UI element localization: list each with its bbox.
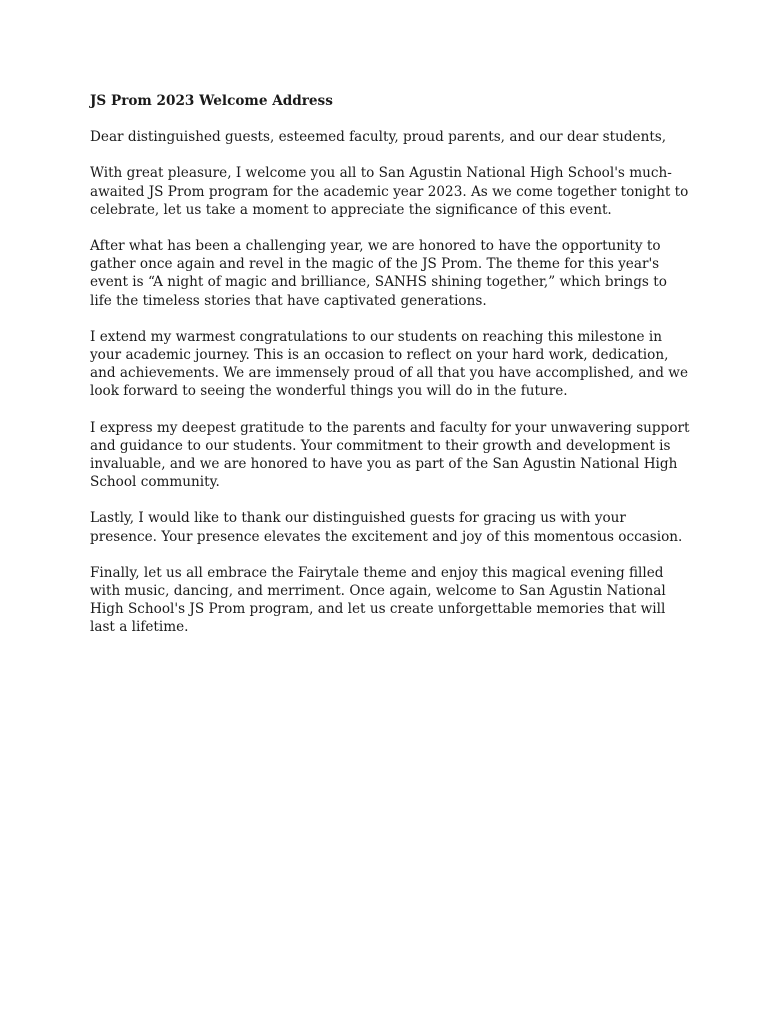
paragraph-thanks-guests: Lastly, I would like to thank our distinguished guests for gracing us with your presence. Your presence elevates the excitement and joy of this momentous occasion. (90, 510, 683, 545)
document-body (90, 92, 690, 655)
paragraph-closing: Finally, let us all embrace the Fairytale theme and enjoy this magical evening filled with music, dancing, and merriment. Once again, welcome to San Agustin National High School's JS Prom program, and let us create unforgettable memories that will last a lifetime. (90, 564, 666, 636)
paragraph-theme: After what has been a challenging year, we are honored to have the opportunity to gather once again and revel in the magic of the JS Prom. The theme for this year's event is “A night of magic and brilliance, SANHS shining together,” which brings to life the timeless stories that have captivated generations. (90, 238, 667, 309)
paragraph-salutation: Dear distinguished guests, esteemed faculty, proud parents, and our dear students, (90, 129, 667, 146)
paragraph-welcome: With great pleasure, I welcome you all to San Agustin National High School's much-awaited JS Prom program for the academic year 2023. As we come together tonight to celebrate, let us take a moment to appreciate the significance of this event. (90, 165, 689, 218)
paragraph-congratulations: I extend my warmest congratulations to our students on reaching this milestone in your academic journey. This is an occasion to reflect on your hard work, dedication, and achievements. We are immensely proud of all that you have accomplished, and we look forward to seeing the wonderful things you will do in the future. (90, 328, 688, 400)
document-title: JS Prom 2023 Welcome Address (90, 93, 333, 109)
paragraph-gratitude: I express my deepest gratitude to the parents and faculty for your unwavering support and guidance to our students. Your commitment to their growth and development is invaluable, and we are honored to have you as part of the San Agustin National High School community. (90, 419, 690, 491)
